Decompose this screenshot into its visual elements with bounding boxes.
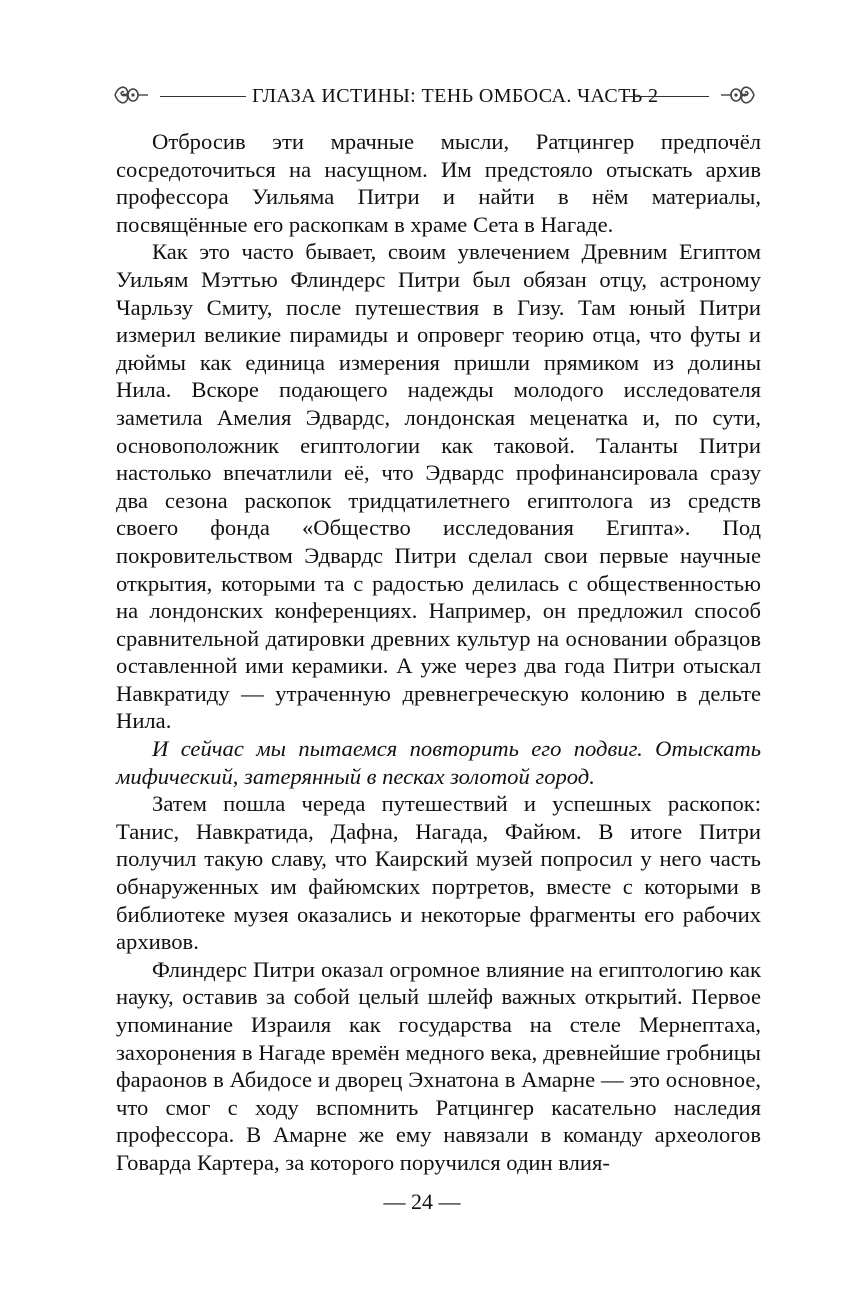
paragraph: Отбросив эти мрачные мысли, Ратцингер предпочёл сосредоточиться на насущном. Им предстояло отыскать архив профессора Уильяма Питри и найти в нём материалы, посвящённые его раскопкам в храме Сета в Нагаде. <box>116 129 761 237</box>
page-number: — 24 — <box>383 1189 461 1214</box>
header-rule-left <box>160 96 246 97</box>
running-header <box>112 80 757 116</box>
paragraph: Флиндерс Питри оказал огромное влияние на египтологию как науку, оставив за собой целый шлейф важных открытий. Первое упоминание Израиля как государства на стеле Мернептаха, захоронения в Нагаде времён медного века, древнейшие гробницы фараонов в Абидосе и дворец Эхнатона в Амарне — это основное, что смог с ходу вспомнить Ратцингер касательно наследия профессора. В Амарне же ему навязали в команду археологов Говарда Картера, за которого поручился один влия- <box>116 956 761 1175</box>
running-header-title: ГЛАЗА ИСТИНЫ: ТЕНЬ ОМБОСА. ЧАСТЬ 2 <box>252 85 659 107</box>
floral-flourish-icon <box>112 82 150 108</box>
paragraph: Как это часто бывает, своим увлечением Древним Египтом Уильям Мэттью Флиндерс Питри был обязан отцу, астроному Чарльзу Смиту, после путешествия в Гизу. Там юный Питри измерил великие пирамиды и опроверг теорию отца, что футы и дюймы как единица измерения пришли прямиком из долины Нила. Вскоре подающего надежды молодого исследователя заметила Амелия Эдвардс, лондонская меценатка и, по сути, основоположник египтологии как таковой. Таланты Питри настолько впечатлили её, что Эдвардс профинансировала сразу два сезона раскопок тридцатилетнего египтолога из средств своего фонда «Общество исследования Египта». Под покровительством Эдвардс Питри сделал свои первые научные открытия, которыми та с радостью делилась с общественностью на лондонских конференциях. Например, он предложил способ сравнительной датировки древних культур на основании образцов оставленной ими керамики. А уже через два года Питри отыскал Навкратиду — утраченную древнегреческую колонию в дельте Нила. <box>116 239 761 734</box>
floral-flourish-icon <box>719 82 757 108</box>
paragraph: Затем пошла череда путешествий и успешных раскопок: Танис, Навкратида, Дафна, Нагада, Файюм. В итоге Питри получил такую славу, что Каирский музей попросил у него часть обнаруженных им файюмских портретов, вместе с которыми в библиотеке музея оказались и некоторые фрагменты его рабочих архивов. <box>116 791 761 955</box>
italic-paragraph: И сейчас мы пытаемся повторить его подвиг. Отыскать мифический, затерянный в песках золотой город. <box>116 736 761 789</box>
page-body <box>116 128 761 1177</box>
header-rule-right <box>625 96 709 97</box>
